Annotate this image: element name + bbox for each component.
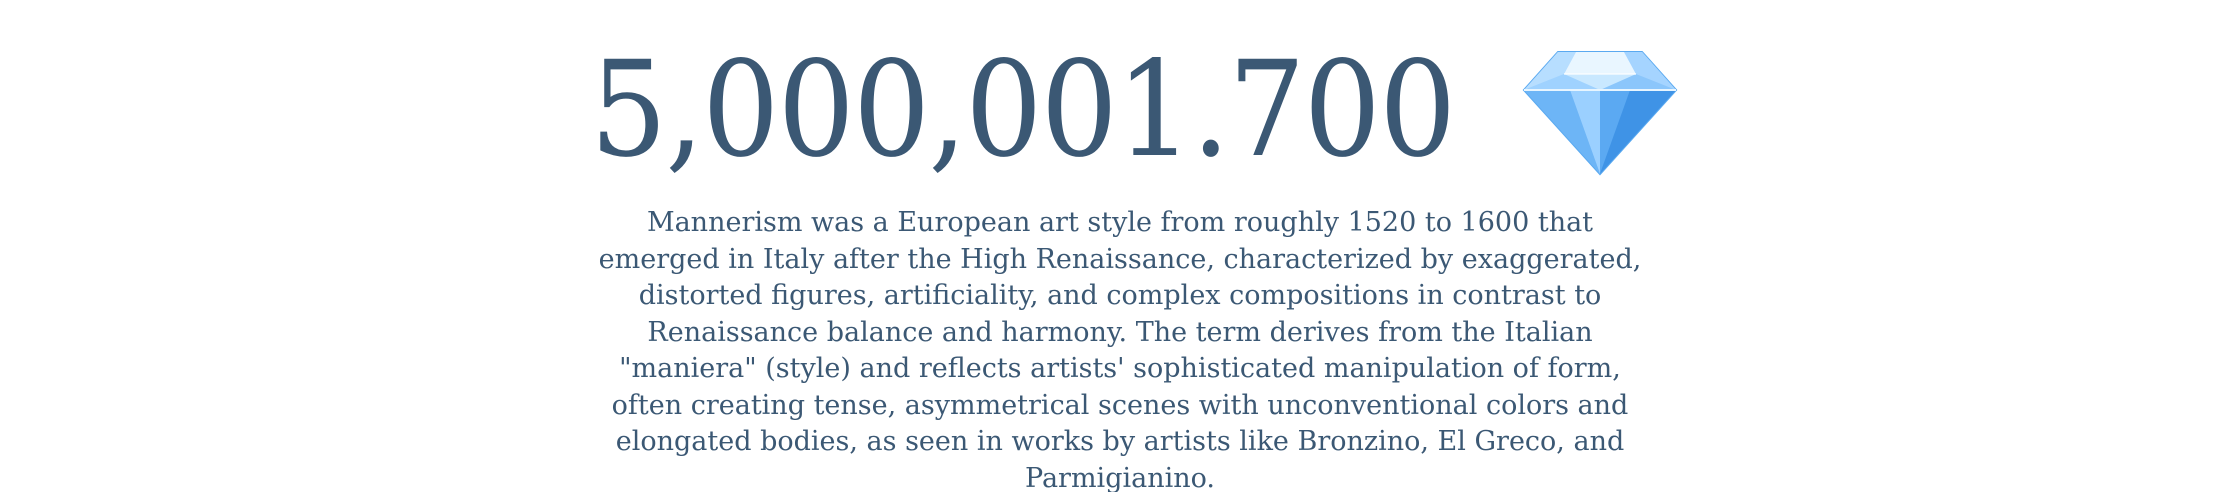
description-paragraph: Mannerism was a European art style from roughly 1520 to 1600 that emerged in Italy after the High Renaissance, characterized by exaggerated, distorted figures, artificiality, and complex compositions in contrast to Renaissance balance and harmony. The term derives from the Italian "maniera" (style) and reflects artists' sophisticated manipulation of form, often creating tense, asymmetrical scenes with unconventional colors and elongated bodies, as seen in works by artists like Bronzino, El Greco, and Parmigianino. (598, 207, 1642, 492)
headline-row (590, 33, 1690, 187)
gem-stone-icon (1520, 40, 1680, 180)
headline-number: 5,000,001.700 (590, 33, 1455, 187)
